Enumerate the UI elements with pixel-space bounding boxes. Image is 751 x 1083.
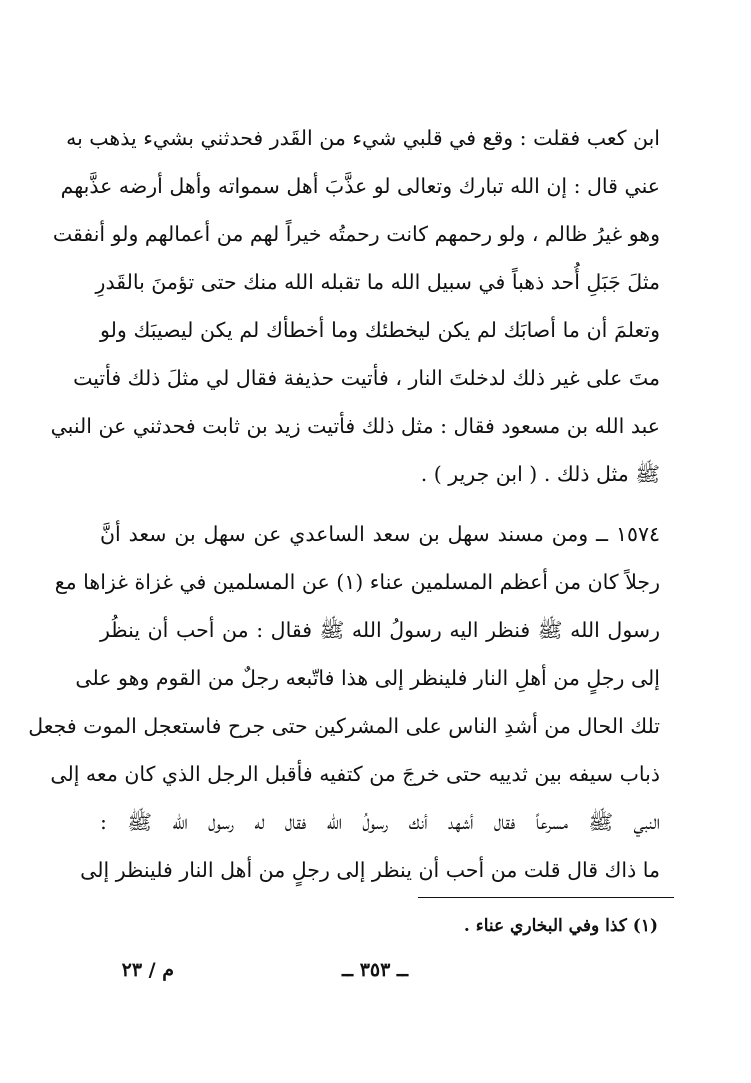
- page-number: ــ ٣٥٣ ــ: [341, 959, 409, 981]
- footnote-divider: [418, 897, 674, 898]
- text-line: وهو غيرُ ظالم ، ولو رحمهم كانت رحمتُه خيراً لهم من أعمالهم ولو أنفقت: [52, 222, 660, 246]
- text-line: ذباب سيفه بين ثدييه حتى خرجَ من كتفيه فأقبل الرجل الذي كان معه إلى: [50, 762, 660, 786]
- text-line: وتعلمَ أن ما أصابَك لم يكن ليخطئك وما أخطأك لم يكن ليصيبَك ولو: [100, 318, 660, 342]
- text-line: إلى رجلٍ من أهلِ النار فلينظر إلى هذا فاتّبعه رجلٌ من القوم وهو على: [75, 666, 660, 690]
- text-line: النبي ﷺ مسرعاً فقال أشهد أنك رسولُ الله فقال له رسول الله ﷺ :: [100, 810, 660, 834]
- text-line: ﷺ مثل ذلك . ( ابن جرير ) .: [420, 462, 660, 486]
- text-line: مثلَ جَبَلِ أُحد ذهباً في سبيل الله ما تقبله الله منك حتى تؤمنَ بالقَدرِ: [95, 270, 660, 294]
- text-line: عني قال : إن الله تبارك وتعالى لو عذَّبَ أهل سمواته وأهل أرضه عذَّبهم: [60, 174, 660, 198]
- paragraph-hadith-ibn-kaab: [50, 114, 660, 498]
- text-line: ما ذاك قال قلت من أحب أن ينظر إلى رجلٍ من أهل النار فلينظر إلى: [80, 858, 660, 882]
- text-line: رجلاً كان من أعظم المسلمين عناء (١) عن المسلمين في غزاة غزاها مع: [54, 570, 660, 594]
- text-line: ١٥٧٤ ــ ومن مسند سهل بن سعد الساعدي عن سهل بن سعد أنَّ: [100, 522, 660, 546]
- text-line: ابن كعب فقلت : وقع في قلبي شيء من القَدر فحدثني بشيء يذهب به: [66, 126, 660, 150]
- text-line: متَ على غير ذلك لدخلتَ النار ، فأتيت حذيفة فقال لي مثلَ ذلك فأتيت: [73, 366, 660, 390]
- text-line: تلك الحال من أشدِ الناس على المشركين حتى جرح فاستعجل الموت فجعل: [28, 714, 660, 738]
- paragraph-hadith-1574: [28, 510, 660, 894]
- text-line: رسول الله ﷺ فنظر اليه رسولُ الله ﷺ فقال : من أحب أن ينظُر: [100, 618, 660, 642]
- footnote: (١) كذا وفي البخاري عناء .: [463, 916, 658, 936]
- printer-signature: م / ٢٣: [121, 959, 174, 981]
- text-line: عبد الله بن مسعود فقال : مثل ذلك فأتيت زيد بن ثابت فحدثني عن النبي: [50, 414, 660, 438]
